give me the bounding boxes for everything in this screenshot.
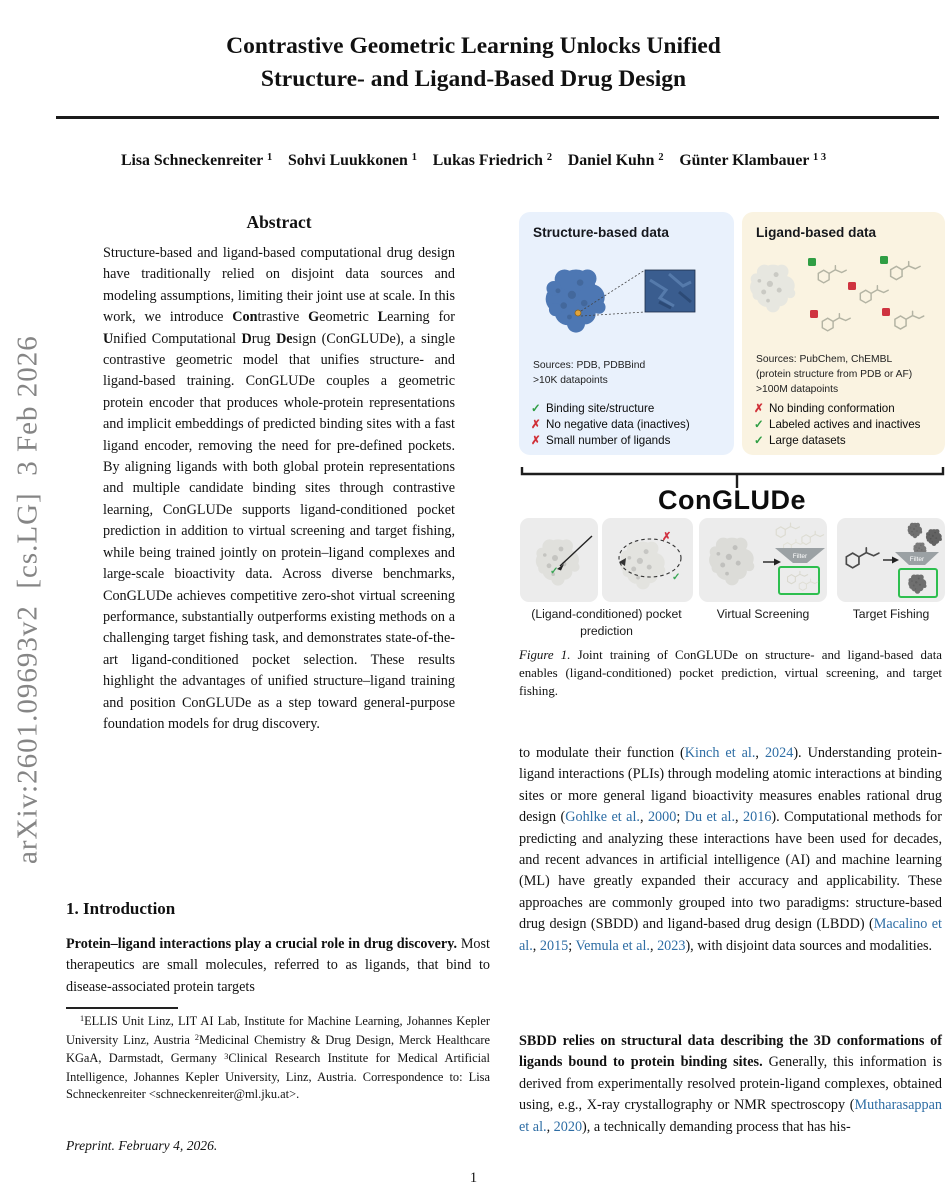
figure-1 [517,210,947,643]
page-number: 1 [469,1170,478,1186]
structure-sources-line2: >10K datapoints [533,375,608,386]
section-heading-introduction: 1. Introduction [66,899,176,918]
ligand-panel-items [754,401,920,449]
filter-funnel-label: Filter [792,553,808,560]
text-segment: Joint training of ConGLUDe on structure- and ligand-based data enables (ligand-conditioned) pocket prediction, virtual screening, and target fishing. [519,648,942,699]
text-segment: 1 [266,152,273,164]
figure-list-item [531,401,690,417]
text-segment: , [735,809,744,826]
body-paragraph-2 [519,1031,942,1138]
text-segment: , [755,745,765,761]
text-segment: G [308,309,320,326]
figure-list-text: No binding conformation [769,402,895,415]
figure-list-item [531,417,690,433]
pocket-prediction-art-b [602,518,693,602]
abstract-body [103,243,455,735]
text-segment: eometric [319,309,378,326]
active-marker [880,256,888,264]
text-segment: earning for [387,309,455,326]
citation-link[interactable]: Mutharasappan et al. [519,1097,942,1135]
check-icon: ✓ [754,434,764,447]
text-segment: U [103,330,114,347]
figure-list-item [754,433,920,449]
body-paragraph-1 [519,743,942,957]
pocket-prediction-panel-a [520,518,598,602]
affiliations-footnote [66,1013,490,1104]
task-label-pocket-prediction: (Ligand-conditioned) pocket prediction [531,607,682,638]
structure-panel-items [531,401,690,449]
structure-panel-title: Structure-based data [533,225,669,240]
text-segment: Generally, this information is derived from experimentally resolved protein-ligand complexes, obtained using, e.g., X-ray crystallography or NMR spectroscopy ( [519,1054,942,1114]
structure-sources-line1: Sources: PDB, PDBBind [533,360,646,371]
text-segment: 2 [194,1032,199,1042]
figure-list-text: Labeled actives and inactives [769,418,921,431]
citation-link[interactable]: Kinch et al. [684,745,756,761]
text-segment: rug [251,330,277,347]
structure-sources [533,358,645,388]
ligand-sources [756,352,912,397]
structure-data-panel [519,212,734,455]
text-segment: Daniel Kuhn [552,152,659,169]
text-segment: sign (ConGLUDe), a single contrastive geometric model that unifies structure- and ligand-based training. ConGLUDe couples a geometric protein encoder that produces whole-protein representations and implicit embeddings of predicted binding sites with a fast ligand encoder, removing the need for pre-defined pockets. By aligning ligands with both global protein representations and multiple candidate binding sites through contrastive learning, ConGLUDe supports ligand-conditioned pocket prediction in addition to virtual screening and target fishing, while being trained jointly on protein–ligand complexes and large-scale bioactivity data. Across diverse benchmarks, ConGLUDe achieves competitive zero-shot virtual screening performance, substantially outperforms existing methods on a challenging target fishing task, and demonstrates state-of-the-art ligand-conditioned pocket selection. These results highlight the advantages of unified structure–ligand training and position ConGLUDe as a step toward general-purpose foundation models for drug discovery. [103,330,456,732]
text-segment: 3 [224,1051,229,1061]
protein-structure-art [519,240,734,358]
figure-list-item [754,401,920,417]
citation-link[interactable]: Vemula et al. [575,937,650,954]
cross-icon: ✗ [531,434,541,447]
figure-list-text: Binding site/structure [546,402,655,415]
active-marker [808,258,816,266]
text-segment: SBDD relies on structural data describing the 3D conformations of ligands bound to protein binding sites. [519,1033,942,1071]
text-segment: , [649,937,658,954]
text-segment: ELLIS Unit Linz, LIT AI Lab, Institute for Machine Learning, Johannes Kepler University Linz, Austria [66,1014,490,1047]
text-segment: ). Computational methods for predicting and analyzing these interactions have been used for decades, and recent advances in artificial intelligence (AI) and machine learning (ML) have greatly expanded their accuracy and applicability. These approaches are commonly grouped into two paradigms: structure-based drug design (SBDD) and ligand-based drug design (LBDD) ( [519,809,942,933]
citation-link[interactable]: 2015 [539,937,569,954]
citation-link[interactable]: 2023 [657,937,686,954]
check-icon: ✓ [672,572,681,583]
text-segment: Lukas Friedrich [416,152,547,169]
text-segment: 1 [411,152,417,164]
citation-link[interactable]: 2000 [647,809,677,826]
introduction-paragraph [66,934,490,998]
cross-icon: ✗ [662,531,672,543]
binding-site-dot [575,310,581,316]
filter-funnel-label: Filter [909,556,925,563]
ligand-sources-line1: Sources: PubChem, ChEMBL [756,354,893,365]
author-line [0,152,947,170]
title-line-1: Contrastive Geometric Learning Unlocks Unified [226,33,721,59]
figure-list-text: Small number of ligands [546,434,671,447]
text-segment: ; [676,809,685,826]
pocket-prediction-art-a [520,518,598,602]
text-segment: 1 [80,1014,85,1024]
text-segment: , [532,937,540,954]
citation-link[interactable]: Macalino et al. [519,916,942,954]
abstract-heading: Abstract [246,212,312,232]
ligand-sources-line3: >100M datapoints [756,384,839,395]
text-segment: Medicinal Chemistry & Drug Design, Merck Healthcare KGaA, Darmstadt, Germany [66,1032,490,1066]
text-segment: Figure 1. [519,648,571,662]
text-segment: 1 3 [813,152,827,164]
figure-list-item [531,433,690,449]
ligand-sources-line2: (protein structure from PDB or AF) [756,369,913,380]
check-icon: ✓ [531,402,541,415]
text-segment: Protein–ligand interactions play a crucial role in drug discovery. [66,936,458,952]
figure-list-text: Large datasets [769,434,846,447]
text-segment: Günter Klambauer [663,152,814,169]
citation-link[interactable]: 2024 [764,745,794,761]
text-segment: ), with disjoint data sources and modalities. [685,937,933,954]
inactive-marker [810,310,818,318]
ligand-panel-title: Ligand-based data [756,225,877,240]
title-line-2: Structure- and Ligand-Based Drug Design [260,66,687,92]
inactive-marker [848,282,856,290]
ligand-data-panel [742,212,945,455]
figure-caption [519,646,942,701]
text-segment: 2 [658,152,664,164]
text-segment: to modulate their function ( [519,745,685,761]
text-segment: Most therapeutics are small molecules, referred to as ligands, that bind to disease-associated protein targets [66,936,490,995]
inactive-marker [882,308,890,316]
figure-list-text: No negative data (inactives) [546,418,690,431]
paper-title [0,30,947,96]
text-segment: Clinical Research Institute for Medical Artificial Intelligence, Johannes Kepler University, Linz, Austria. Correspondence to: Lisa Schneckenreiter <schneckenreiter@ml.jku.at>. [66,1051,490,1102]
check-icon: ✓ [550,566,559,577]
text-segment: 2 [546,152,553,164]
text-segment: Structure-based and ligand-based computational drug design have traditionally relied on disjoint data sources and modeling assumptions, limiting their joint use at scale. In this work, we introduce [103,245,455,326]
text-segment: Con [232,309,258,326]
task-label-virtual-screening: Virtual Screening [716,607,810,621]
ligand-molecules-art [742,240,945,350]
text-segment: ; [568,937,576,954]
text-segment: trastive [257,309,309,326]
task-label-target-fishing: Target Fishing [852,607,930,621]
figure-list-item [754,417,920,433]
citation-link[interactable]: 2016 [743,809,772,826]
preprint-note: Preprint. February 4, 2026. [66,1138,218,1153]
target-fishing-panel [837,518,945,602]
model-name: ConGLUDe [658,485,806,515]
text-segment: Sohvi Luukkonen [272,152,412,169]
text-segment: , [639,809,648,826]
virtual-screening-art [699,518,827,602]
text-segment: ), a technically demanding process that has his- [582,1118,851,1135]
check-icon: ✓ [754,418,764,431]
title-rule [56,116,939,119]
screening-result-box [779,567,819,594]
citation-link[interactable]: 2020 [553,1118,583,1135]
footnote-rule [66,1007,178,1009]
pocket-prediction-panel-b [602,518,693,602]
cross-icon: ✗ [531,418,541,431]
virtual-screening-panel [699,518,827,602]
text-segment: L [377,309,388,326]
cross-icon: ✗ [754,402,764,415]
citation-link[interactable]: Gohlke et al. [565,809,640,826]
text-segment: nified Computational [113,330,242,347]
text-segment: D [241,330,252,347]
target-fishing-art [837,518,945,602]
text-segment: ). Understanding protein-ligand interactions (PLIs) through modeling atomic interactions at binding sites or more general ligand bioactivity measures enables rational drug design ( [519,745,943,826]
text-segment: Lisa Schneckenreiter [120,152,267,169]
text-segment: De [276,330,293,347]
citation-link[interactable]: Du et al. [684,809,736,826]
arxiv-stamp: arXiv:2601.09693v2 [cs.LG] 3 Feb 2026 [11,335,44,865]
text-segment: , [546,1118,554,1135]
